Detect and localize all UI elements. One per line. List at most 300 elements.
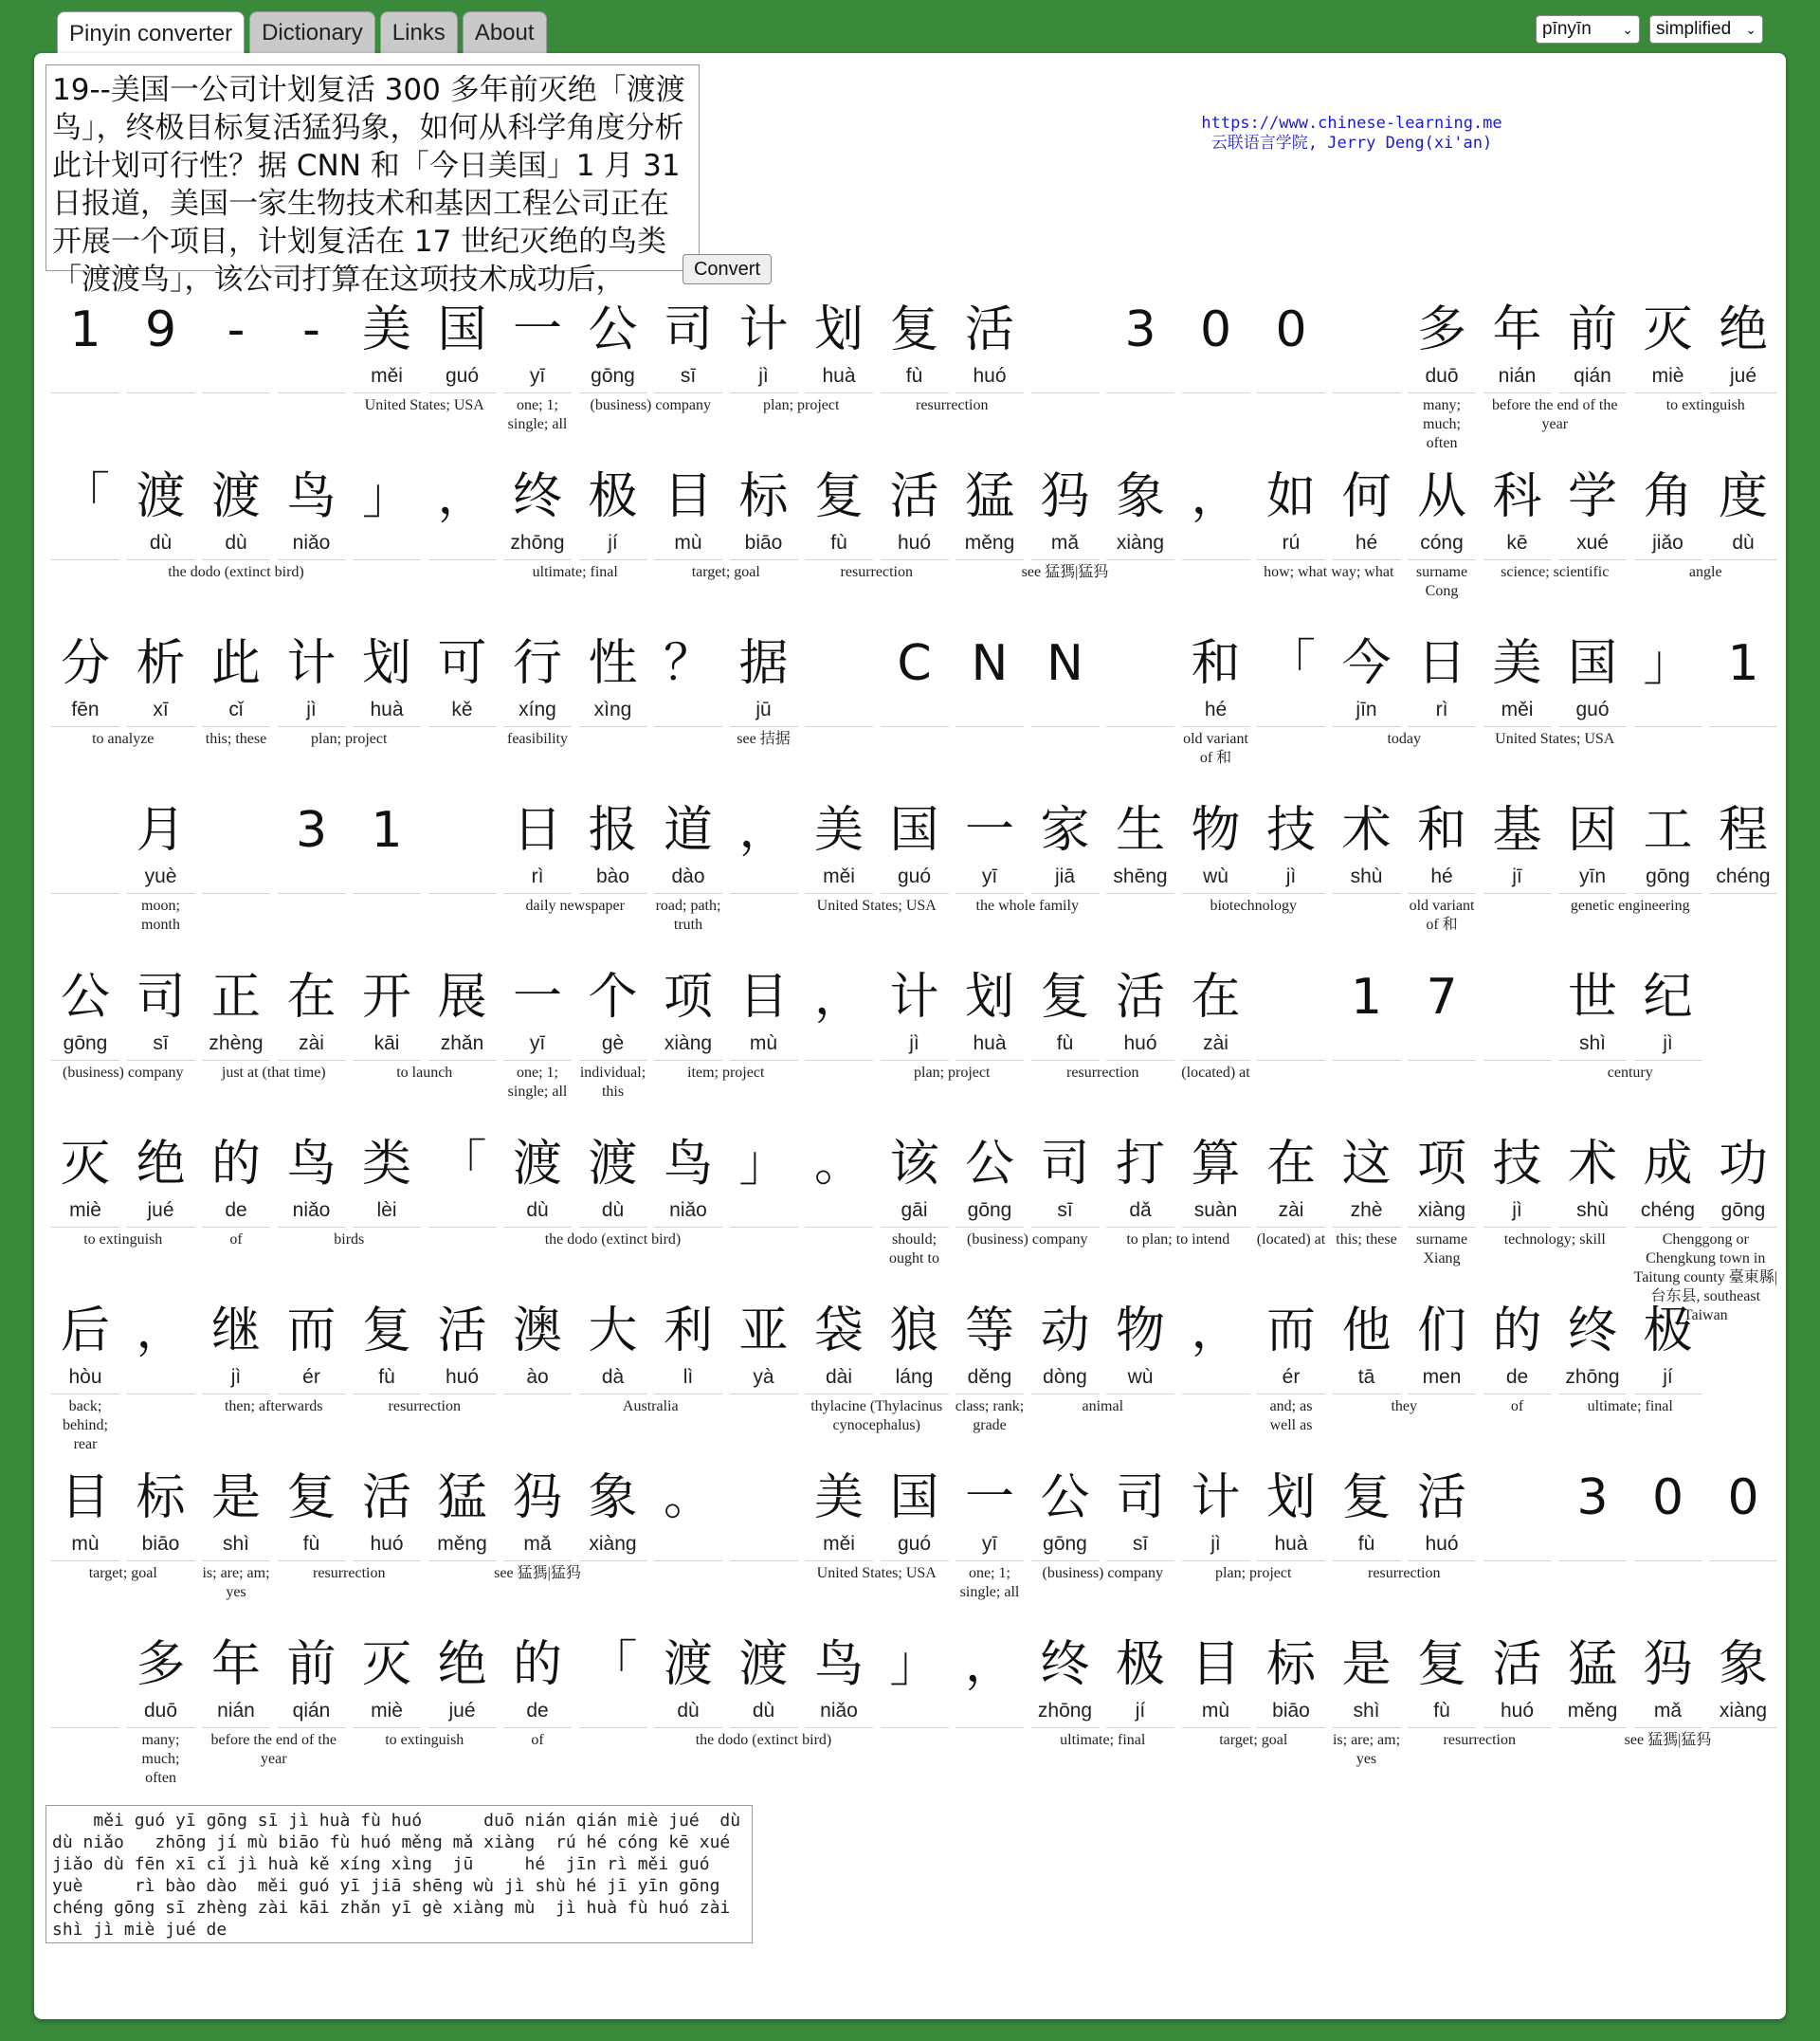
definition: one; 1; single; all (507, 397, 568, 432)
hanzi: 」 (1643, 635, 1693, 692)
char-cell (49, 296, 121, 413)
hanzi: 美 (361, 301, 411, 358)
pinyin: huó (370, 1533, 404, 1555)
cell-divider (1031, 559, 1100, 560)
pinyin: ér (302, 1366, 320, 1388)
char-cell (1029, 296, 1101, 413)
cell-divider (1031, 1060, 1100, 1061)
hanzi: 生 (1115, 802, 1165, 859)
site-url-link[interactable]: https://www.chinese-learning.me (1201, 114, 1502, 133)
hanzi: 性 (588, 635, 638, 692)
hanzi: 可 (437, 635, 487, 692)
definition: surname Xiang (1415, 1231, 1468, 1267)
hanzi: 7 (1426, 969, 1458, 1026)
pinyin: huà (822, 365, 856, 387)
hanzi: 活 (964, 301, 1014, 358)
pinyin: jí (1663, 1366, 1673, 1388)
hanzi: 一 (512, 969, 562, 1026)
pinyin (1255, 364, 1327, 389)
pinyin (49, 531, 121, 556)
cell-divider (730, 1227, 798, 1228)
hanzi: 基 (1492, 802, 1542, 859)
hanzi: 术 (1567, 1136, 1617, 1193)
pinyin (728, 865, 800, 889)
pinyin (125, 1365, 197, 1390)
definition: to plan; to intend (1126, 1231, 1230, 1248)
pinyin: lì (682, 1366, 694, 1388)
hanzi: 活 (361, 1469, 411, 1526)
mode-select[interactable] (1536, 15, 1640, 44)
pinyin (954, 698, 1026, 722)
convert-button[interactable]: Convert (682, 254, 772, 284)
hanzi (728, 1464, 800, 1532)
cell-divider (1106, 1560, 1174, 1561)
definition: birds (334, 1231, 365, 1248)
cell-divider (278, 1227, 346, 1228)
char-cell (1255, 296, 1327, 413)
annotation-row (49, 1297, 1782, 1464)
cell-divider (579, 392, 647, 393)
definition: the dodo (extinct bird) (695, 1732, 832, 1748)
definition: ultimate; final (532, 564, 618, 580)
hanzi: 展 (437, 969, 487, 1026)
pinyin: shù (1350, 866, 1383, 887)
hanzi (1331, 296, 1403, 364)
hanzi: 国 (1567, 635, 1617, 692)
pinyin: shù (1576, 1199, 1609, 1221)
hanzi: 学 (1567, 468, 1617, 525)
char-cell (276, 796, 348, 914)
script-select-value: simplified (1656, 19, 1732, 39)
hanzi: 析 (136, 635, 186, 692)
pinyin: de (1505, 1366, 1529, 1388)
pinyin: huó (1123, 1032, 1157, 1054)
definition: the whole family (975, 898, 1079, 914)
pinyin: dài (825, 1366, 853, 1388)
pinyin: yī (529, 1032, 546, 1054)
hanzi: 划 (964, 969, 1014, 1026)
cell-divider (1031, 1560, 1100, 1561)
hanzi: 活 (1416, 1469, 1466, 1526)
cell-divider (1031, 893, 1100, 894)
hanzi: 极 (1643, 1303, 1693, 1359)
pinyin: jì (758, 365, 769, 387)
chinese-input-textarea[interactable]: 19--美国一公司计划复活 300 多年前灭绝「渡渡鸟」，终极目标复活猛犸象，如何从科学角度分析此计划可行性？据 CNN 和「今日美国」1 月 31 日报道，美国一家生物技术和基因工程公司正在开展一个项目，计划复活在 17 世纪灭绝的鸟类「渡渡鸟」，该公司打算在这项技术成功后， (46, 64, 700, 271)
pinyin: niǎo (820, 1700, 858, 1722)
hanzi: 复 (813, 468, 864, 525)
cell-divider (1182, 392, 1250, 393)
pinyin: kě (451, 699, 473, 720)
pinyin: wù (1127, 1366, 1154, 1388)
definition: plan; project (1215, 1565, 1292, 1581)
hanzi: 复 (361, 1303, 411, 1359)
cell-divider (1483, 559, 1552, 560)
definition: (located) at (1256, 1231, 1326, 1248)
definition: (business) company (1042, 1565, 1164, 1581)
pinyin: gōng (967, 1199, 1012, 1221)
definition: today (1387, 731, 1422, 747)
cell-divider (881, 1060, 949, 1061)
pinyin (1029, 364, 1101, 389)
definition: genetic engineering (1570, 898, 1690, 914)
pinyin: jī (1512, 866, 1522, 887)
cell-divider (579, 726, 647, 727)
char-cell (1707, 629, 1779, 747)
pinyin: fēn (71, 699, 100, 720)
hanzi: 开 (361, 969, 411, 1026)
hanzi: 0 (1199, 301, 1232, 358)
char-cell (803, 629, 875, 747)
pinyin: zài (1278, 1199, 1304, 1221)
char-cell (1331, 963, 1403, 1081)
cell-divider (1709, 392, 1777, 393)
cell-divider (1031, 392, 1100, 393)
hanzi: 象 (1115, 468, 1165, 525)
cell-divider (353, 1060, 421, 1061)
pinyin: ér (1282, 1366, 1301, 1388)
hanzi: 司 (1040, 1136, 1090, 1193)
hanzi: 而 (1265, 1303, 1316, 1359)
hanzi: - (302, 301, 320, 358)
cell-divider (730, 392, 798, 393)
hanzi: 鸟 (813, 1636, 864, 1693)
cell-divider (805, 1227, 873, 1228)
cell-divider (1709, 559, 1777, 560)
pinyin-output-textarea[interactable]: měi guó yī gōng sī jì huà fù huó duō nián qián miè jué dù dù niǎo zhōng jí mù biāo fù huó měng mǎ xiàng rú hé cóng kē xué jiǎo dù fēn xī cǐ jì huà kě xíng xìng jū hé jīn rì měi guó yuè rì bào dào měi guó yī jiā shēng wù jì shù hé jī yīn gōng chéng gōng sī zhèng zài kāi zhǎn yī gè xiàng mù jì huà fù huó zài shì jì miè jué de (46, 1805, 753, 1943)
definition: moon; month (141, 898, 180, 933)
pinyin: zài (299, 1032, 324, 1054)
pinyin: xiàng (1417, 1199, 1466, 1221)
pinyin: guó (897, 866, 932, 887)
cell-divider (428, 1060, 497, 1061)
tab-pinyin-converter[interactable]: Pinyin converter (57, 11, 245, 56)
hanzi: 公 (588, 301, 638, 358)
definition: plan; project (311, 731, 388, 747)
hanzi: 据 (738, 635, 789, 692)
hanzi: 鸟 (286, 1136, 337, 1193)
cell-divider (1106, 1727, 1174, 1728)
hanzi: 活 (1115, 969, 1165, 1026)
definition: many; much; often (141, 1732, 180, 1786)
hanzi: 活 (1492, 1636, 1542, 1693)
definition: target; goal (1219, 1732, 1288, 1748)
pinyin: hé (1430, 866, 1453, 887)
cell-divider (1182, 559, 1250, 560)
hanzi: 活 (437, 1303, 487, 1359)
pinyin: huà (973, 1032, 1007, 1054)
hanzi: 日 (1416, 635, 1466, 692)
hanzi: 年 (1492, 301, 1542, 358)
hanzi: 物 (1191, 802, 1241, 859)
hanzi: 标 (738, 468, 789, 525)
hanzi: 绝 (136, 1136, 186, 1193)
hanzi: ， (437, 468, 487, 525)
converter-panel (34, 53, 1786, 2019)
hanzi: 象 (588, 1469, 638, 1526)
hanzi: 活 (889, 468, 939, 525)
hanzi: 道 (663, 802, 713, 859)
cell-divider (1634, 726, 1702, 727)
definition: this; these (1336, 1231, 1397, 1248)
pinyin: xué (1576, 532, 1609, 554)
pinyin: gōng (1646, 866, 1690, 887)
cell-divider (202, 1560, 270, 1561)
hanzi: 类 (361, 1136, 411, 1193)
hanzi: 的 (210, 1136, 261, 1193)
cell-divider (1558, 726, 1627, 727)
hanzi: 3 (1124, 301, 1156, 358)
cell-divider (278, 726, 346, 727)
pinyin: duō (1425, 365, 1459, 387)
hanzi: - (227, 301, 246, 358)
hanzi (1029, 296, 1101, 364)
hanzi: 犸 (1643, 1636, 1693, 1693)
definition: to extinguish (83, 1231, 163, 1248)
hanzi: 国 (889, 1469, 939, 1526)
hanzi: 「 (437, 1136, 487, 1193)
hanzi: 复 (1416, 1636, 1466, 1693)
pinyin: shì (222, 1533, 249, 1555)
pinyin (125, 364, 197, 389)
definition: (business) company (62, 1065, 184, 1081)
pinyin (1255, 698, 1327, 722)
cell-divider (1106, 1060, 1174, 1061)
chevron-down-icon: ⌄ (1745, 21, 1756, 37)
pinyin (200, 364, 272, 389)
hanzi: 渡 (738, 1636, 789, 1693)
pinyin: jí (1135, 1700, 1146, 1722)
hanzi: 一 (512, 301, 562, 358)
hanzi: 」 (889, 1636, 939, 1693)
definition: of (229, 1231, 243, 1248)
hanzi: 物 (1115, 1303, 1165, 1359)
cell-divider (1709, 726, 1777, 727)
cell-divider (1408, 726, 1476, 727)
cell-divider (1709, 1560, 1777, 1561)
pinyin: men (1422, 1366, 1462, 1388)
pinyin: mù (71, 1533, 100, 1555)
hanzi: 1 (1727, 635, 1759, 692)
definition: resurrection (313, 1565, 386, 1581)
hanzi: 公 (60, 969, 110, 1026)
pinyin: dù (225, 532, 247, 554)
hanzi: 渡 (210, 468, 261, 525)
hanzi: 0 (1727, 1469, 1759, 1526)
hanzi: 亚 (738, 1303, 789, 1359)
cell-divider (202, 1060, 270, 1061)
hanzi: 美 (813, 802, 864, 859)
pinyin (200, 865, 272, 889)
script-select[interactable] (1649, 15, 1763, 44)
pinyin (427, 865, 499, 889)
hanzi (1482, 963, 1554, 1031)
hanzi: 等 (964, 1303, 1014, 1359)
hanzi: 科 (1492, 468, 1542, 525)
hanzi: 月 (136, 802, 186, 859)
cell-divider (1408, 893, 1476, 894)
definition: and; as well as (1269, 1398, 1313, 1433)
cell-divider (127, 726, 195, 727)
pinyin: měng (1567, 1700, 1618, 1722)
cell-divider (278, 1060, 346, 1061)
cell-divider (353, 726, 421, 727)
definition: angle (1688, 564, 1722, 580)
cell-divider (428, 1227, 497, 1228)
definition: should; ought to (889, 1231, 939, 1267)
char-cell (728, 796, 800, 914)
annotation-row (49, 296, 1782, 463)
hanzi: 3 (295, 802, 328, 859)
hanzi (49, 1631, 121, 1699)
pinyin: guó (1575, 699, 1610, 720)
pinyin: dào (671, 866, 705, 887)
pinyin: huó (1425, 1533, 1459, 1555)
pinyin: xìng (593, 699, 632, 720)
cell-divider (428, 893, 497, 894)
pinyin (427, 1198, 499, 1223)
tab-about[interactable]: About (463, 11, 547, 53)
pinyin: suàn (1193, 1199, 1238, 1221)
pinyin (728, 1198, 800, 1223)
char-cell (200, 296, 272, 413)
definition: animal (1082, 1398, 1124, 1414)
hanzi: 国 (889, 802, 939, 859)
cell-divider (1333, 559, 1401, 560)
definition: individual; this (579, 1065, 646, 1100)
hanzi: 继 (210, 1303, 261, 1359)
hanzi: 」 (361, 468, 411, 525)
pinyin: miè (1651, 365, 1684, 387)
pinyin: chéng (1640, 1199, 1696, 1221)
cell-divider (51, 1560, 119, 1561)
cell-divider (278, 893, 346, 894)
hanzi: N (1046, 635, 1083, 692)
cell-divider (1106, 1227, 1174, 1228)
pinyin: qián (1574, 365, 1611, 387)
hanzi: 复 (1341, 1469, 1392, 1526)
hanzi: 此 (210, 635, 261, 692)
cell-divider (202, 392, 270, 393)
cell-divider (1483, 392, 1552, 393)
pinyin (1104, 698, 1176, 722)
cell-divider (1558, 559, 1627, 560)
pinyin: měi (1501, 699, 1534, 720)
definition: resurrection (1443, 1732, 1516, 1748)
cell-divider (278, 1560, 346, 1561)
hanzi: 极 (588, 468, 638, 525)
pinyin: kē (1506, 532, 1528, 554)
char-cell (1255, 963, 1327, 1081)
definition: see 猛獁|猛犸 (1624, 1732, 1712, 1748)
pinyin (803, 1198, 875, 1223)
char-cell (427, 796, 499, 914)
definition: thylacine (Thylacinus cynocephalus) (810, 1398, 943, 1433)
pinyin: jué (1729, 365, 1757, 387)
hanzi (1482, 1464, 1554, 1532)
pinyin: xiàng (1719, 1700, 1768, 1722)
hanzi: 年 (210, 1636, 261, 1693)
cell-divider (202, 1227, 270, 1228)
pinyin: ào (526, 1366, 549, 1388)
cell-divider (51, 726, 119, 727)
pinyin: dǎ (1129, 1199, 1152, 1221)
pinyin: jì (1210, 1533, 1221, 1555)
cell-divider (127, 1560, 195, 1561)
hanzi: 标 (136, 1469, 186, 1526)
pinyin: hòu (68, 1366, 102, 1388)
pinyin: lèi (376, 1199, 397, 1221)
definition: this; these (205, 731, 267, 747)
cell-divider (579, 1560, 647, 1561)
cell-divider (654, 1227, 722, 1228)
pinyin (1482, 1532, 1554, 1557)
cell-divider (1257, 726, 1325, 727)
tab-dictionary[interactable]: Dictionary (249, 11, 375, 53)
hanzi: 鸟 (663, 1136, 713, 1193)
hanzi: 渡 (663, 1636, 713, 1693)
pinyin: kāi (373, 1032, 400, 1054)
pinyin: guó (445, 365, 480, 387)
hanzi: 度 (1718, 468, 1768, 525)
pinyin: yī (981, 1533, 998, 1555)
hanzi: 司 (1115, 1469, 1165, 1526)
hanzi: 计 (286, 635, 337, 692)
pinyin: shì (1578, 1032, 1606, 1054)
pinyin (1707, 698, 1779, 722)
cell-divider (1709, 1227, 1777, 1228)
hanzi: 前 (1567, 301, 1617, 358)
pinyin: rì (531, 866, 544, 887)
definition: they (1391, 1398, 1418, 1414)
pinyin: fù (1357, 1533, 1375, 1555)
char-cell (652, 1464, 724, 1581)
tab-links[interactable]: Links (380, 11, 458, 53)
definition: resurrection (916, 397, 989, 413)
pinyin: měng (437, 1533, 487, 1555)
hanzi: 划 (813, 301, 864, 358)
pinyin: fù (302, 1533, 320, 1555)
hanzi: 的 (1492, 1303, 1542, 1359)
cell-divider (1031, 1227, 1100, 1228)
hanzi: 一 (964, 1469, 1014, 1526)
char-cell (1482, 1464, 1554, 1581)
hanzi: 复 (286, 1469, 337, 1526)
pinyin (276, 865, 348, 889)
hanzi: 灭 (361, 1636, 411, 1693)
pinyin: duō (143, 1700, 178, 1722)
pinyin (652, 698, 724, 722)
cell-divider (202, 893, 270, 894)
definition: surname Cong (1415, 564, 1468, 599)
hanzi: 从 (1416, 468, 1466, 525)
cell-divider (51, 893, 119, 894)
mode-select-value: pīnyīn (1542, 19, 1592, 39)
pinyin: mǎ (1050, 532, 1080, 554)
hanzi: 渡 (136, 468, 186, 525)
pinyin (1104, 364, 1176, 389)
char-cell (1104, 296, 1176, 413)
cell-divider (956, 893, 1024, 894)
author-credit: 云联语言学院, Jerry Deng(xi'an) (1210, 134, 1493, 153)
definition: (located) at (1181, 1065, 1250, 1081)
definition: (business) company (966, 1231, 1088, 1248)
char-cell (1482, 963, 1554, 1081)
pinyin: jué (147, 1199, 174, 1221)
cell-divider (278, 1727, 346, 1728)
cell-divider (730, 1060, 798, 1061)
definition: resurrection (1066, 1065, 1139, 1081)
hanzi: 正 (210, 969, 261, 1026)
